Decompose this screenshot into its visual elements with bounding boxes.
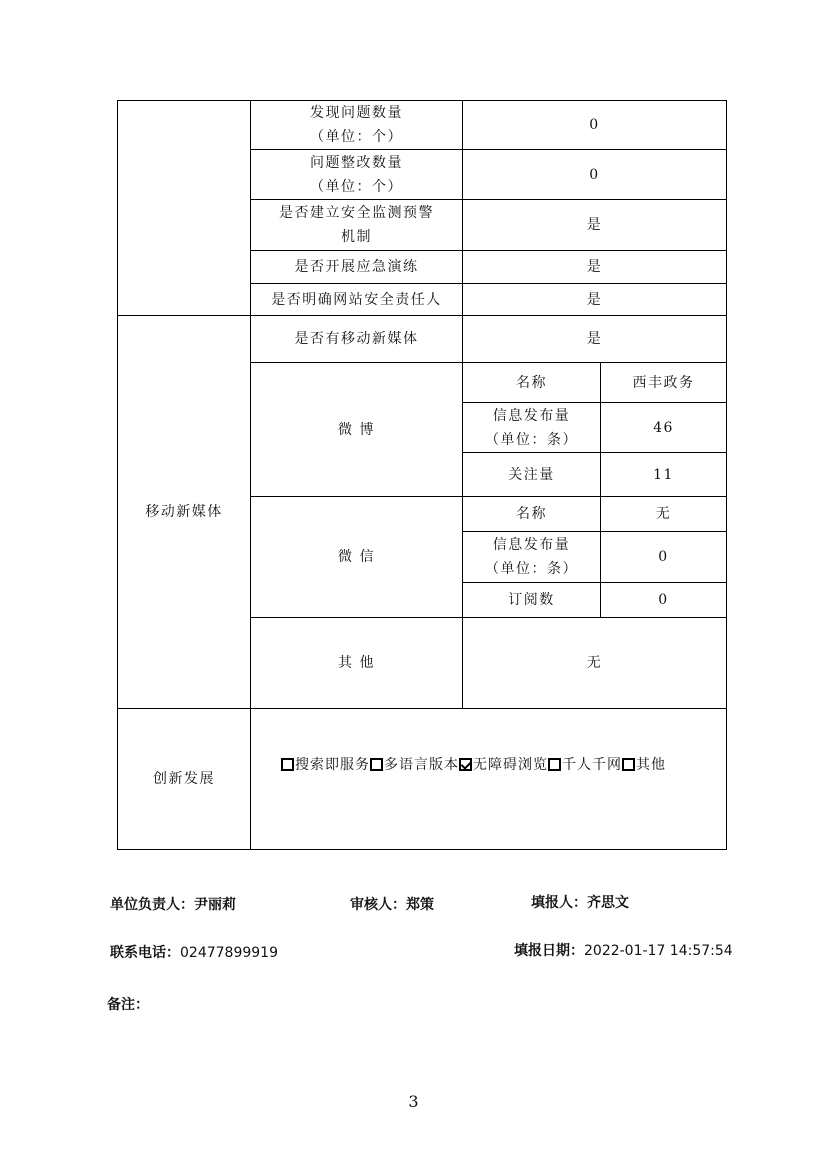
weibo-name-label: 名称 xyxy=(463,363,601,403)
wechat-subscribers-value: 0 xyxy=(601,583,727,618)
other-media-label: 其 他 xyxy=(251,618,463,709)
other-media-value: 无 xyxy=(463,618,727,709)
checked-checkbox-icon[interactable] xyxy=(459,758,472,771)
has-media-label: 是否有移动新媒体 xyxy=(251,316,463,363)
security-section-cell xyxy=(118,101,251,316)
issues-fixed-value: 0 xyxy=(463,150,727,200)
wechat-posts-label: 信息发布量 （单位：条） xyxy=(463,532,601,583)
issues-found-value: 0 xyxy=(463,101,727,150)
wechat-posts-value: 0 xyxy=(601,532,727,583)
option-accessibility[interactable]: 无障碍浏览 xyxy=(459,753,548,777)
fill-date: 填报日期：2022-01-17 14:57:54 xyxy=(514,943,733,959)
reviewer: 审核人：郑策 xyxy=(350,897,434,913)
option-search-as-service[interactable]: 搜索即服务 xyxy=(281,753,370,777)
wechat-name-value: 无 xyxy=(601,497,727,532)
checkbox-icon[interactable] xyxy=(548,758,561,771)
responsible-value: 是 xyxy=(463,284,727,316)
checkbox-icon[interactable] xyxy=(370,758,383,771)
innovation-section-label: 创新发展 xyxy=(118,709,251,850)
weibo-label: 微 博 xyxy=(251,363,463,497)
filler: 填报人：齐思文 xyxy=(531,895,629,911)
contact-phone: 联系电话：02477899919 xyxy=(110,945,278,961)
option-personalized[interactable]: 千人千网 xyxy=(548,753,622,777)
checkbox-icon[interactable] xyxy=(622,758,635,771)
has-media-value: 是 xyxy=(463,316,727,363)
wechat-name-label: 名称 xyxy=(463,497,601,532)
weibo-followers-label: 关注量 xyxy=(463,453,601,497)
option-other[interactable]: 其他 xyxy=(622,753,666,777)
wechat-subscribers-label: 订阅数 xyxy=(463,583,601,618)
head-of-unit: 单位负责人：尹丽莉 xyxy=(110,897,236,913)
weibo-posts-value: 46 xyxy=(601,403,727,453)
weibo-followers-value: 11 xyxy=(601,453,727,497)
responsible-label: 是否明确网站安全责任人 xyxy=(251,284,463,316)
weibo-posts-label: 信息发布量 （单位：条） xyxy=(463,403,601,453)
wechat-label: 微 信 xyxy=(251,497,463,618)
drill-value: 是 xyxy=(463,251,727,284)
innovation-options xyxy=(251,709,727,850)
page-number: 3 xyxy=(408,1092,419,1111)
remarks-label: 备注： xyxy=(107,997,149,1013)
issues-fixed-label: 问题整改数量 （单位：个） xyxy=(251,150,463,200)
option-multilingual[interactable]: 多语言版本 xyxy=(370,753,459,777)
monitoring-label: 是否建立安全监测预警 机制 xyxy=(251,200,463,251)
monitoring-value: 是 xyxy=(463,200,727,251)
drill-label: 是否开展应急演练 xyxy=(251,251,463,284)
mobile-media-section-label: 移动新媒体 xyxy=(118,316,251,709)
issues-found-label: 发现问题数量 （单位：个） xyxy=(251,101,463,150)
report-table xyxy=(117,100,727,850)
weibo-name-value: 西丰政务 xyxy=(601,363,727,403)
checkbox-icon[interactable] xyxy=(281,758,294,771)
